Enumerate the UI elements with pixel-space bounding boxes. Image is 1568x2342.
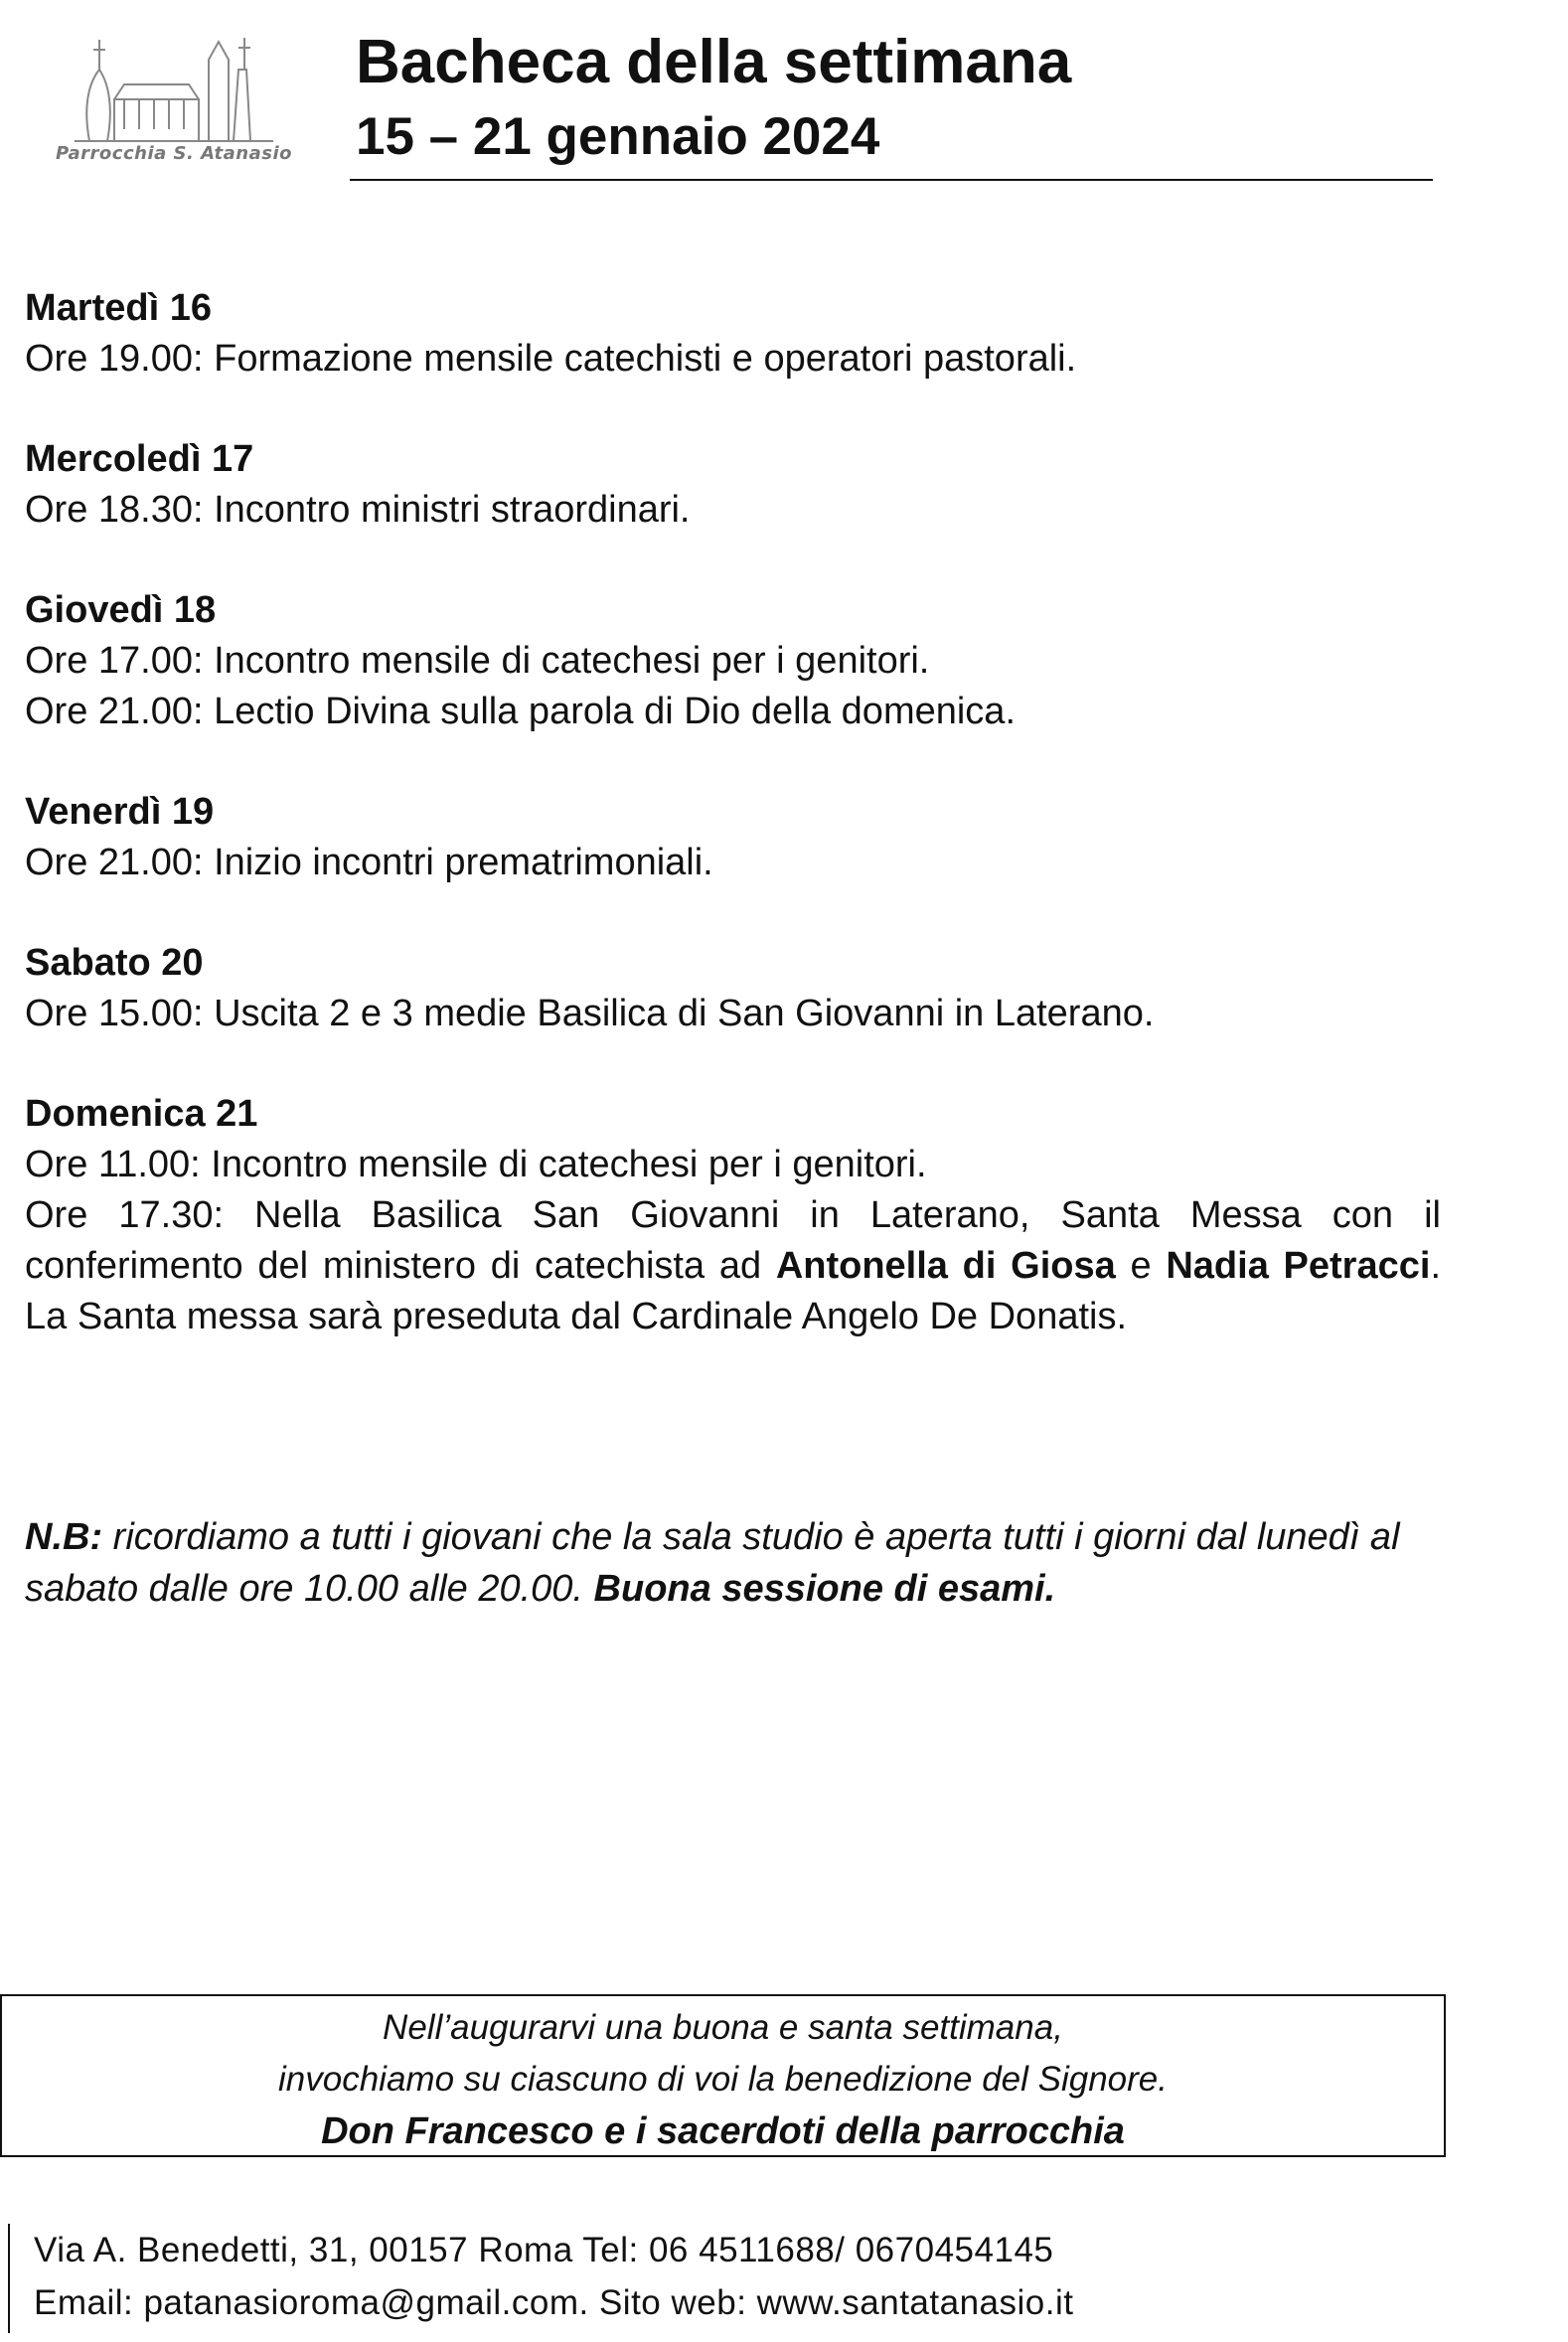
event-line: Ore 15.00: Uscita 2 e 3 medie Basilica di San Giovanni in Laterano. [25, 993, 1155, 1034]
day-venerdi [25, 787, 1441, 888]
closing-line: Nell’augurarvi una buona e santa settimana, [383, 2008, 1063, 2047]
note-emphasis: Buona sessione di esami. [593, 1568, 1056, 1610]
day-giovedi [25, 585, 1441, 737]
header-rule [350, 179, 1433, 181]
conjunction: e [1115, 1245, 1167, 1287]
day-title: Giovedì 18 [25, 589, 217, 631]
page-title: Bacheca della settimana [356, 28, 1072, 96]
catechist-name: Antonella di Giosa [775, 1245, 1116, 1287]
day-title: Martedì 16 [25, 287, 212, 329]
day-sabato [25, 938, 1441, 1039]
catechist-name: Nadia Petracci [1166, 1245, 1431, 1287]
day-martedi [25, 283, 1441, 385]
page-header [0, 0, 1568, 199]
day-title: Venerdì 19 [25, 791, 215, 833]
event-paragraph [25, 1190, 1441, 1342]
logo-caption: Parrocchia S. Atanasio [55, 143, 293, 164]
weekly-schedule [25, 283, 1441, 1392]
event-line: Ore 21.00: Lectio Divina sulla parola di Dio della domenica. [25, 691, 1016, 732]
event-line: Ore 18.30: Incontro ministri straordinari. [25, 489, 691, 531]
event-line: Ore 17.00: Incontro mensile di catechesi per i genitori. [25, 640, 930, 682]
closing-box [0, 1994, 1446, 2157]
day-title: Mercoledì 17 [25, 438, 254, 480]
footer-contact: Email: patanasioroma@gmail.com. Sito web: www.santatanasio.it [34, 2283, 1074, 2322]
event-line: Ore 19.00: Formazione mensile catechisti e operatori pastorali. [25, 338, 1077, 380]
closing-signature: Don Francesco e i sacerdoti della parrocchia [321, 2110, 1125, 2152]
event-line: Ore 11.00: Incontro mensile di catechesi per i genitori. [25, 1144, 927, 1185]
day-title: Sabato 20 [25, 942, 204, 984]
day-title: Domenica 21 [25, 1093, 258, 1135]
footer-address: Via A. Benedetti, 31, 00157 Roma Tel: 06 4511688/ 0670454145 [34, 2231, 1054, 2269]
church-drawing-icon [70, 30, 278, 144]
note-text: ricordiamo a tutti i giovani che la sala studio è aperta tutti i giorni dal lunedì al sabato dalle ore 10.00 alle 20.00. [25, 1516, 1400, 1610]
event-text: Ore 17.30: Nella Basilica San Giovanni in Laterano, Santa Messa con il conferimento del ministero di catechista ad [25, 1194, 1441, 1287]
day-mercoledi [25, 434, 1441, 536]
event-text: . La Santa messa sarà preseduta dal Cardinale Angelo De Donatis. [25, 1245, 1441, 1337]
page-date-range: 15 – 21 gennaio 2024 [356, 107, 880, 166]
day-domenica [25, 1089, 1441, 1342]
notice-note [25, 1511, 1441, 1615]
note-label: N.B: [25, 1516, 103, 1558]
closing-line: invochiamo su ciascuno di voi la benedizione del Signore. [278, 2060, 1168, 2099]
parish-logo [30, 30, 318, 179]
contact-footer [8, 2224, 1073, 2333]
event-line: Ore 21.00: Inizio incontri prematrimoniali. [25, 842, 713, 883]
